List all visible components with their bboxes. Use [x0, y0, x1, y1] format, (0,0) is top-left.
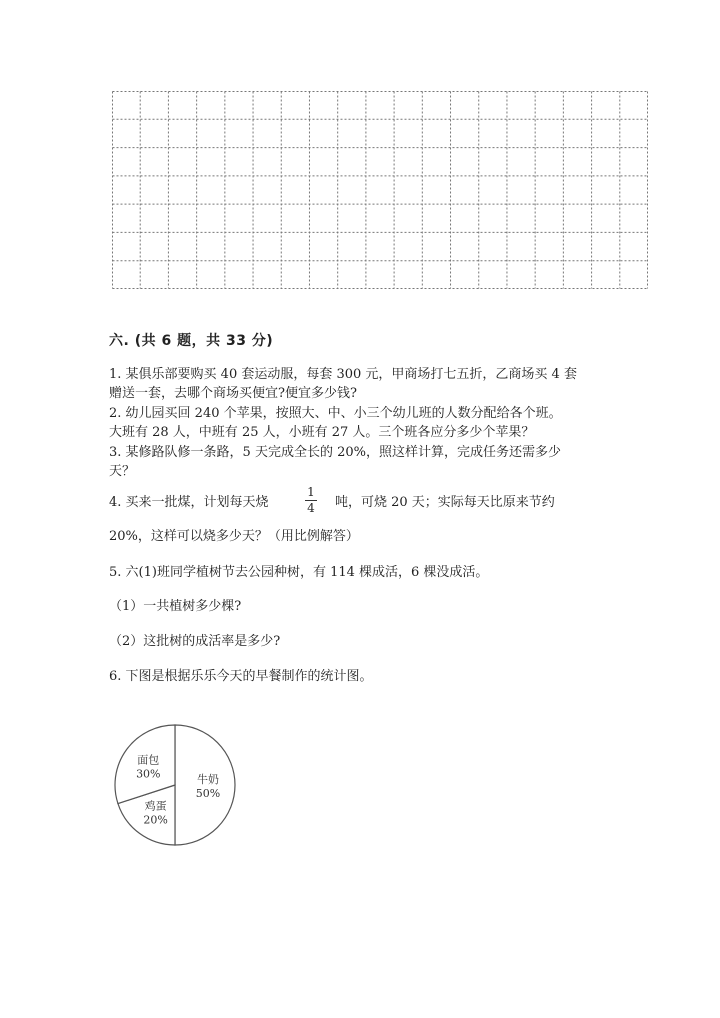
writing-grid-svg	[112, 91, 648, 289]
pie-slice-label: 面包	[137, 753, 160, 767]
pie-chart-svg	[110, 720, 240, 850]
pie-slice-label: 鸡蛋	[144, 799, 167, 813]
question-1-line-1: 1. 某俱乐部要购买 40 套运动服，每套 300 元，甲商场打七五折，乙商场买 4 套	[109, 367, 577, 382]
question-3-line-1: 3. 某修路队修一条路，5 天完成全长的 20%，照这样计算，完成任务还需多少	[109, 445, 561, 460]
pie-slice-value-label: 50%	[195, 787, 221, 800]
question-4-part-1: 4. 买来一批煤，计划每天烧	[109, 495, 269, 510]
question-4-line-2: 20%，这样可以烧多少天？（用比例解答）	[109, 529, 359, 544]
question-2-line-2: 大班有 28 人，中班有 25 人，小班有 27 人。三个班各应分多少个苹果？	[109, 425, 535, 440]
fraction-denominator: 4	[307, 501, 315, 515]
question-1-line-2: 赠送一套，去哪个商场买便宜?便宜多少钱?	[109, 386, 357, 401]
question-4-part-2: 吨，可烧 20 天；实际每天比原来节约	[335, 495, 555, 510]
writing-grid	[112, 91, 648, 289]
question-5-sub-2: （2）这批树的成活率是多少?	[109, 634, 281, 649]
question-6-line-1: 6. 下图是根据乐乐今天的早餐制作的统计图。	[109, 669, 373, 684]
fraction-one-quarter	[301, 486, 321, 515]
pie-slice-value-label: 30%	[136, 767, 161, 781]
breakfast-pie-chart	[110, 720, 240, 850]
fraction-numerator: 1	[307, 485, 315, 499]
pie-slice-value-label: 20%	[143, 813, 168, 827]
question-5-sub-1: （1）一共植树多少棵?	[109, 599, 242, 614]
question-2-line-1: 2. 幼儿园买回 240 个苹果，按照大、中、小三个幼儿班的人数分配给各个班。	[109, 406, 562, 421]
section-title: 六. (共 6 题，共 33 分)	[109, 333, 274, 349]
pie-slice-label: 牛奶	[197, 773, 219, 786]
question-3-line-2: 天？	[109, 464, 136, 479]
question-5-line-1: 5. 六(1)班同学植树节去公园种树，有 114 棵成活，6 棵没成活。	[109, 565, 489, 580]
